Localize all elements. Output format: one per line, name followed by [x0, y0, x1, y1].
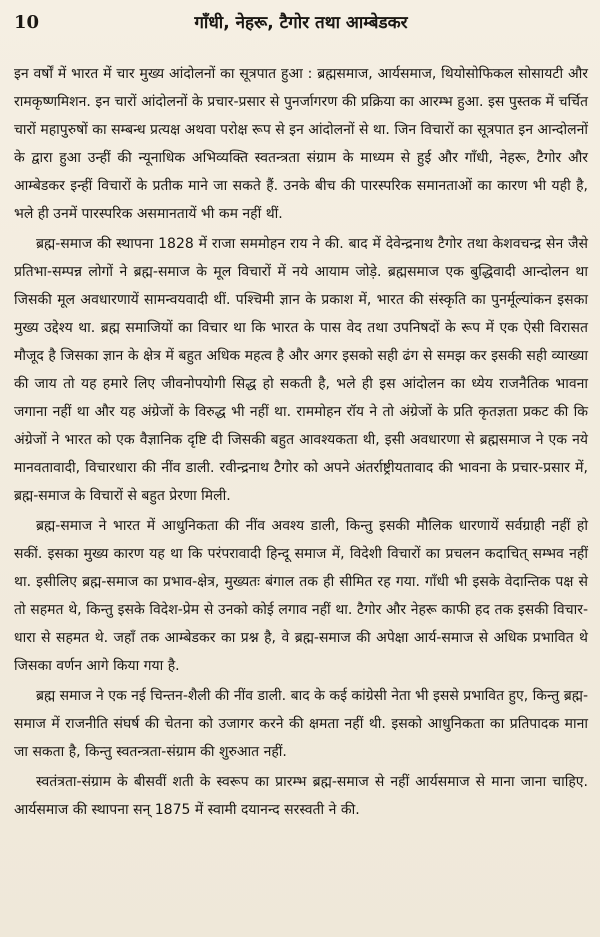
body-text	[14, 60, 588, 824]
page-header	[14, 10, 588, 40]
paragraph-5: स्वतंत्रता-संग्राम के बीसवीं शती के स्वरूप का प्रारम्भ ब्रह्म-समाज से नहीं आर्यसमाज से माना जाना चाहिए. आर्यसमाज की स्थापना सन् 1875 में स्वामी दयानन्द सरस्वती ने की.	[14, 774, 588, 818]
paragraph-4: ब्रह्म समाज ने एक नई चिन्तन-शैली की नींव डाली. बाद के कई कांग्रेसी नेता भी इससे प्रभावित हुए, किन्तु ब्रह्म-समाज में राजनीति संघर्ष की चेतना को उजागर करने की क्षमता नहीं थी. इसको आधुनिकता का प्रतिपादक माना जा सकता है, किन्तु स्वतन्त्रता-संग्राम की शुरुआत नहीं.	[14, 688, 588, 760]
paragraph-1: इन वर्षों में भारत में चार मुख्य आंदोलनों का सूत्रपात हुआ : ब्रह्मसमाज, आर्यसमाज, थियोसोफिकल सोसायटी और रामकृष्णमिशन. इन चारों आंदोलनों के प्रचार-प्रसार से पुनर्जागरण की प्रक्रिया का आरम्भ हुआ. इस पुस्तक में चर्चित चारों महापुरुषों का सम्बन्ध प्रत्यक्ष अथवा परोक्ष रूप से इन आंदोलनों से था. जिन विचारों का सूत्रपात इन आन्दोलनों के द्वारा हुआ उन्हीं की न्यूनाधिक अभिव्यक्ति स्वतन्त्रता संग्राम के माध्यम से हुई और गाँधी, नेहरू, टैगोर और आम्बेडकर इन्हीं विचारों के प्रतीक माने जा सकते हैं. उनके बीच की पारस्परिक समानताओं का कारण भी यही है, भले ही उनमें पारस्परिक असमानतायें भी कम नहीं थीं.	[14, 66, 588, 222]
page-number: 10	[14, 12, 40, 33]
running-title: गाँधी, नेहरू, टैगोर तथा आम्बेडकर	[194, 13, 408, 33]
paragraph-2: ब्रह्म-समाज की स्थापना 1828 में राजा सममोहन राय ने की. बाद में देवेन्द्रनाथ टैगोर तथा केशवचन्द्र सेन जैसे प्रतिभा-सम्पन्न लोगों ने ब्रह्म-समाज के मूल विचारों में नये आयाम जोड़े. ब्रह्मसमाज एक बुद्धिवादी आन्दोलन था जिसकी मूल अवधारणायें सामन्वयवादी थीं. पश्चिमी ज्ञान के प्रकाश में, भारत की संस्कृति का पुनर्मूल्यांकन इसका मुख्य उद्देश्य था. ब्रह्म समाजियों का विचार था कि भारत के पास वेद तथा उपनिषदों के रूप में एक ऐसी विरासत मौजूद है जिसका ज्ञान के क्षेत्र में बहुत अधिक महत्व है और अगर इसको सही ढंग से समझ कर इसकी सही व्याख्या की जाय तो यह हमारे लिए जीवनोपयोगी सिद्ध हो सकती है, भले ही इस आंदोलन का ध्येय राजनैतिक भावना जगाना नहीं था और यह अंग्रेजों के विरुद्ध भी नहीं था. राममोहन रॉय ने तो अंग्रेजों के प्रति कृतज्ञता प्रकट की कि अंग्रेजों ने भारत को एक वैज्ञानिक दृष्टि दी जिसकी बहुत आवश्यकता थी, इसी अवधारणा से ब्रह्मसमाज ने एक नये मानवतावादी, विचारधारा की नींव डाली. रवीन्द्रनाथ टैगोर को अपने अंतर्राष्ट्रीयतावाद की भावना के प्रचार-प्रसार में, ब्रह्म-समाज के विचारों से बहुत प्रेरणा मिली.	[14, 236, 588, 504]
paragraph-3: ब्रह्म-समाज ने भारत में आधुनिकता की नींव अवश्य डाली, किन्तु इसकी मौलिक धारणायें सर्वग्राही नहीं हो सकीं. इसका मुख्य कारण यह था कि परंपरावादी हिन्दू समाज में, विदेशी विचारों का प्रचलन कदाचित् सम्भव नहीं था. इसीलिए ब्रह्म-समाज का प्रभाव-क्षेत्र, मुख्यतः बंगाल तक ही सीमित रह गया. गाँधी भी इसके वेदान्तिक पक्ष से तो सहमत थे, किन्तु इसके विदेश-प्रेम से उनको कोई लगाव नहीं था. टैगोर और नेहरू काफी हद तक इसकी विचार-धारा से सहमत थे. जहाँ तक आम्बेडकर का प्रश्न है, वे ब्रह्म-समाज की अपेक्षा आर्य-समाज से अधिक प्रभावित थे जिसका वर्णन आगे किया गया है.	[14, 518, 588, 674]
